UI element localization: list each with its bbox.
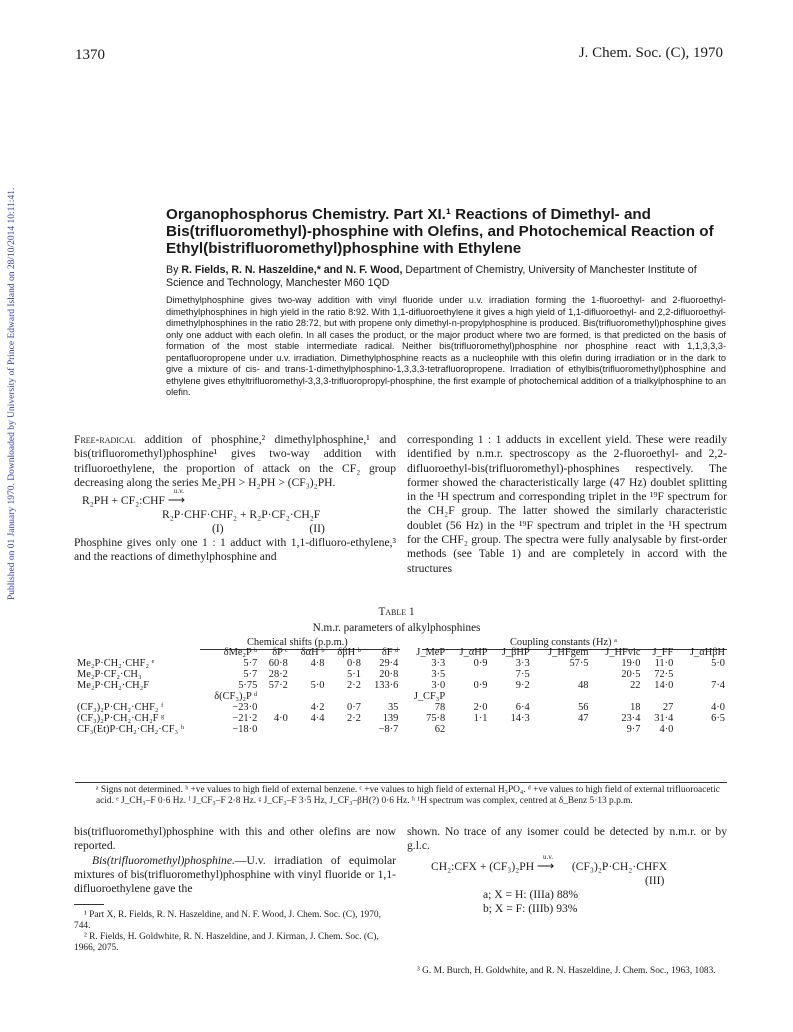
table-cell: 4·8 [310,658,325,669]
col-header: J_αHP [459,647,488,658]
col-header: δP ᶜ [272,647,288,658]
table-cell [290,669,327,680]
col-header: J_MeP [416,647,446,658]
equation-2 [407,852,727,916]
left-p1-text: addition of phosphine,² dimethylphosphine,¹ and bis(trifluoromethyl)phosphine¹ gives two-way addition with trifluoroethylene, the proportion of attack on the CF₂ group decreasing along the series Me₂PH > H₂PH > (CF₃)₂PH. [74,433,396,489]
footnote: ² R. Fields, H. Goldwhite, R. N. Haszeldine, and J. Kirman, J. Chem. Soc. (C), 1966, 2075. [74,932,379,953]
col-header: δβH ᵇ [337,647,361,658]
col-header: J_HFvic [605,647,641,658]
table-notes: ᵃ Signs not determined. ᵇ +ve values to high field of external benzene. ᶜ +ve values to high field of external H₃PO₄. ᵈ +ve values to high field of external trifluoroacetic acid. ᵉ J_CH₃–F 0·6 Hz. ᶠ J_CF₃–F 2·8 Hz. ᵍ J_CF₃–F 3·5 Hz, J_CF₃–βH(?) 0·6 Hz. ʰ ¹H spectrum was complex, centred at δ_Benz 5·13 p.p.m. [96,785,720,806]
table-cell: 6·5 [711,713,725,724]
download-note[interactable]: Published on 01 January 1970. Downloaded by University of Prince Edward Island on 28/10/2014 10:11:41. [7,187,17,600]
table-cell: 9·2 [515,680,530,691]
table-cell: 57·2 [268,680,288,691]
table-bottom-rule [75,782,727,783]
table-cell [326,724,362,735]
table-cell: 35 [387,702,399,713]
table-cell: 48 [578,680,589,691]
compound-cell: Me₂P·CH₂·CH₂F [77,680,150,691]
table-cell: 9·7 [626,724,641,735]
table-cell: 0·7 [347,702,361,713]
table-cell: 72·5 [654,669,674,680]
left-paragraph-4 [74,854,396,897]
footnote: ³ G. M. Burch, H. Goldwhite, and R. N. Haszeldine, J. Chem. Soc., 1963, 1083. [417,966,716,976]
col-header: δF ᵈ [381,647,399,658]
footnote-rule [74,904,104,905]
table-cell: 4·4 [310,713,325,724]
col-header: J_CF₃P [413,691,446,702]
compound-cell: Me₂P·CF₂·CH₃ [77,669,142,680]
table-cell: 4·2 [310,702,325,713]
col-header: δαH ᵇ [300,647,325,658]
table-cell: 78 [434,702,446,713]
table-cell: 57·5 [569,658,589,669]
left-column-lower [74,825,396,896]
eq2-case-a: a; X = H: (IIIa) 88% [483,887,579,901]
abstract: Dimethylphosphine gives two-way addition with vinyl fluoride under u.v. irradiation forming the 1-fluoroethyl- and 2-fluoroethyl-dimethylphosphines in high yield in the ratio 8:92. With 1,1-difluoroethylene it gives a high yield of 1,1-difluoroethyl- and 2,2-difluoroethyl-dimethylphosphines in the ratio 28:72, but with propene only dimethyl-n-propylphosphine is produced. Bis(trifluoromethyl)phosphine gives only one adduct with each olefin. In all cases the product, or the major product where two are formed, is that predicted on the basis of formation of the most stable intermediate radical. Neither bis(trifluoromethyl)phosphine nor phosphine react with 1,1,3,3,3-pentafluoropropene under u.v. irradiation. Dimethylphosphine reacts as a nucleophile with this olefin during irradiation or in the dark to give a mixture of cis- and trans-1-dimethylphosphino-1,3,3,3-tetrafluoropropene. Irradiation of ethylbis(trifluoromethyl)phosphine and ethylene gives ethyltrifluoromethyl-3,3,3-trifluoropropyl-phosphine, the first example of photochemical addition of a trialkylphosphine to an olefin. [166,295,726,397]
author-names: R. Fields, R. N. Haszeldine,* and N. F. Wood, [181,264,403,276]
eq1-arrow: u.v. ⟶ [168,493,202,508]
table-group-shifts: Chemical shifts (p.p.m.) [247,637,348,648]
table-cell: −18·0 [232,724,258,735]
eq2-case-b: b; X = F: (IIIb) 93% [483,901,578,915]
table-cell: 31·4 [654,713,674,724]
footnote: ¹ Part X, R. Fields, R. N. Haszeldine, and N. F. Wood, J. Chem. Soc. (C), 1970, 744. [74,910,381,931]
table-cell: 2·2 [347,713,361,724]
compound-cell: (CF₃)₂P·CH₂·CHF₂ ᶠ [77,702,164,713]
eq2-reactants: CH₂:CFX + (CF₃)₂PH [431,859,535,873]
table-cell [447,724,489,735]
table-cell: 56 [578,702,589,713]
table-cell: 5·0 [711,658,725,669]
table-cell: 19·0 [621,658,641,669]
page-number: 1370 [75,47,105,63]
table-cell: 5·7 [243,669,258,680]
eq2-arrow: u.v. ⟶ [537,859,569,874]
article-title: Organophosphorus Chemistry. Part XI.¹ Reactions of Dimethyl- and Bis(trifluoromethyl)-phosphine with Olefins, and Photochemical Reaction of Ethyl(bistrifluoromethyl)phosphine with Ethylene [166,206,714,257]
table-cell: −21·2 [232,713,258,724]
table-row [75,658,727,669]
table-cell [532,724,591,735]
col-header: J_HFgem [548,647,589,658]
table-cell: 28·2 [268,669,288,680]
compound-cell: (CF₃)₂P·CH₂·CH₂F ᵍ [77,713,165,724]
table-cell [490,724,532,735]
table-cell: 139 [382,713,399,724]
footnotes-left [74,910,396,954]
table-cell: 11·0 [654,658,674,669]
table-group-couplings: Coupling constants (Hz) ᵃ [510,637,618,648]
table-cell: 3·3 [431,658,446,669]
right-paragraph-2: shown. No trace of any isomer could be detected by n.m.r. or by g.l.c. [407,825,727,853]
affiliation: Department of Chemistry, University of Manchester Institute of Science and Technology, Manchester M60 1QD [166,264,697,289]
table-cell: −23·0 [232,702,258,713]
table-cell: 75·8 [426,713,446,724]
table-cell: 133·6 [374,680,399,691]
table-caption: N.m.r. parameters of alkylphosphines [312,622,481,634]
table-cell [290,724,327,735]
left-paragraph-2: Phosphine gives only one 1 : 1 adduct with 1,1-difluoro-ethylene,³ and the reactions of dimethylphosphine and [74,536,396,564]
table-cell: 4·0 [659,724,674,735]
table-cell: 62 [434,724,446,735]
table-cell: 60·8 [268,658,288,669]
table-cell: 4·0 [711,702,725,713]
col-header: J_βHP [501,647,530,658]
table-cell [447,669,489,680]
table-cell: 14·3 [510,713,530,724]
table-row [75,680,727,691]
eq2-product: (CF₃)₂P·CH₂·CHFX [571,859,668,873]
table-cell [675,724,727,735]
table-cell: 20·8 [379,669,399,680]
right-column-lower [407,825,727,916]
table-row [75,702,727,713]
nmr-table [75,647,727,735]
table-cell: 1·1 [473,713,488,724]
left-p4-text: —U.v. irradiation of equimolar mixtures of bis(trifluoromethyl)phosphine with vinyl fluoride or 1,1-difluoroethylene gave the [74,853,396,896]
table-cell: 3·0 [431,680,446,691]
col-header: δMe₂P ᵇ [223,647,258,658]
eq2-arrow-label: u.v. [542,852,554,861]
table-cell: 23·4 [621,713,641,724]
right-column [407,433,727,576]
table-cell: 7·5 [515,669,530,680]
author-block [166,264,726,290]
table-cell: 4·0 [273,713,288,724]
eq1-labels [82,522,396,536]
table-cell: 20·5 [621,669,641,680]
table-cell [259,702,290,713]
authors-prefix: By [166,264,179,276]
download-sidebar [0,0,24,1032]
table-cell: 0·9 [473,658,488,669]
compound-cell: Me₂P·CH₂·CHF₂ ᵉ [77,658,155,669]
table-cell: 22 [630,680,641,691]
left-paragraph-3: bis(trifluoromethyl)phosphine with this and other olefins are now reported. [74,825,396,853]
left-column [74,433,396,565]
compound-cell: CF₃(Et)P·CH₂·CH₂·CF₃ ʰ [77,724,185,735]
equation-1 [82,487,396,536]
table-cell: −8·7 [378,724,399,735]
lead-words: Free-radical [74,433,135,446]
table-number: Table 1 [378,606,415,618]
col-header: J_FF [652,647,674,658]
table-cell: 2·2 [347,680,361,691]
table-row [75,724,727,735]
journal-header: J. Chem. Soc. (C), 1970 [578,45,723,61]
section-head: Bis(trifluoromethyl)phosphine. [92,853,235,867]
label-I: (I) [212,522,224,536]
table-cell: 3·5 [431,669,446,680]
col-header: δ(CF₃)₂P ᵈ [214,691,258,702]
table-cell: 7·4 [711,680,725,691]
table-cell: 5·0 [310,680,325,691]
right-paragraph-1: corresponding 1 : 1 adducts in excellent yield. These were readily identified by n.m.r. spectroscopy as the 2-fluoroethyl- and 2,2-difluoroethyl-bis(trifluoromethyl)-phosphines respectively. The former showed the characteristically large (47 Hz) doublet splitting in the ¹H spectrum and corresponding triplet in the ¹⁹F spectrum for the CH₂F group. The latter showed the similarly characteristic doublet (56 Hz) in the ¹⁹F spectrum and triplet in the ¹H spectrum for the CHF₂ group. The spectra were fully analysable by first-order methods (see Table 1) and are completely in accord with the structures [407,433,727,575]
label-II: (II) [309,522,325,536]
table-cell: 5·1 [347,669,361,680]
table-cell: 6·4 [515,702,530,713]
footnotes-right [407,966,727,977]
table-cell: 0·8 [347,658,361,669]
table-cell [532,669,591,680]
table-cell: 18 [630,702,641,713]
table-cell: 2·0 [473,702,488,713]
table-row [75,713,727,724]
table-cell [675,669,727,680]
table-cell: 5·75 [238,680,258,691]
table-cell: 0·9 [473,680,488,691]
eq1-arrow-label: u.v. [173,487,184,496]
table-cell: 3·3 [515,658,530,669]
table-header-row [75,647,727,658]
eq1-reactants: R₂PH + CF₂:CHF [82,494,165,508]
col-header: J_αHβH [690,647,725,658]
table-cell: 5·7 [243,658,258,669]
table-subheader-row [75,691,727,702]
table-cell: 14·0 [654,680,674,691]
left-paragraph-1 [74,433,396,490]
eq1-products: R₂P·CHF·CHF₂ + R₂P·CF₂·CH₂F [162,508,321,522]
table-cell: 27 [662,702,674,713]
table-row [75,669,727,680]
table-cell [259,724,290,735]
table-cell: 29·4 [379,658,399,669]
eq2-label: (III) [645,873,665,887]
table-cell: 47 [578,713,589,724]
